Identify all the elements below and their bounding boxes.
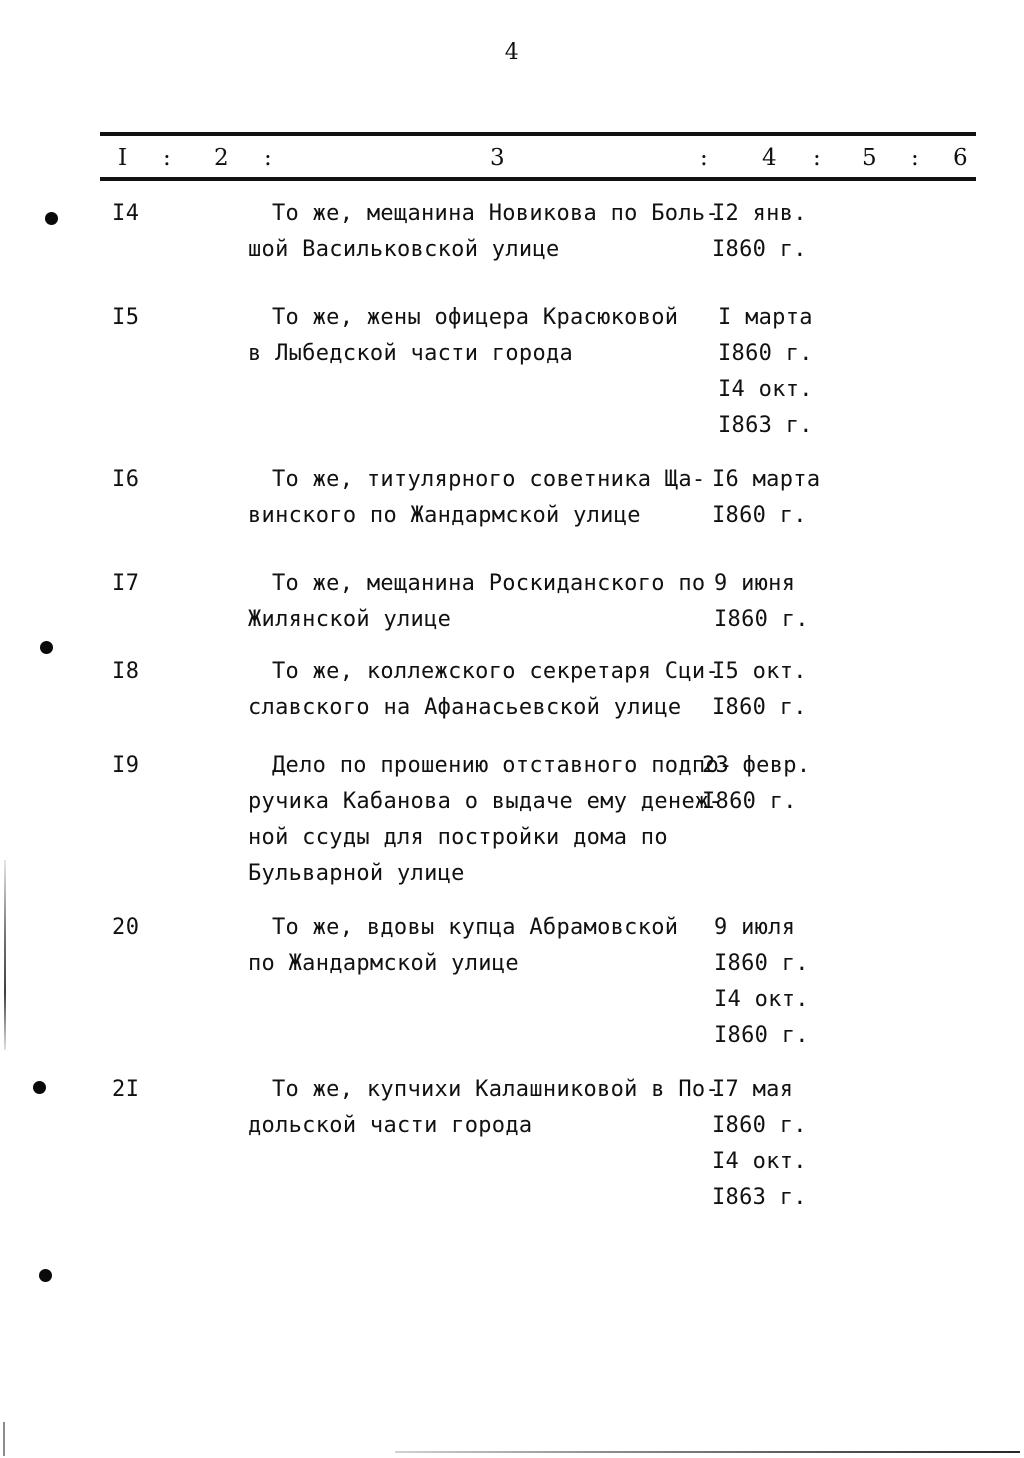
row-description-line: Жилянской улице: [248, 607, 452, 632]
row-description-line: То же, купчихи Калашниковой в По-: [272, 1077, 719, 1102]
column-header-5: 5: [862, 145, 878, 171]
row-description-line: славского на Афанасьевской улице: [248, 695, 682, 720]
row-description: [248, 654, 719, 726]
row-description-line: То же, жены офицера Красюковой: [272, 305, 679, 330]
row-description-line: ручика Кабанова о выдаче ему денеж-: [248, 789, 723, 814]
row-number: I8: [112, 659, 140, 684]
row-description: [248, 566, 708, 638]
row-description-line: шой Васильковской улице: [248, 237, 560, 262]
row-number: I6: [112, 467, 140, 492]
row-date-line: 9 июня: [714, 571, 796, 596]
column-header-separator: :: [264, 145, 273, 171]
row-date: [712, 1072, 952, 1216]
column-header-separator: :: [700, 145, 709, 171]
row-number: I7: [112, 571, 140, 596]
row-date-line: I863 г.: [712, 1185, 807, 1210]
row-date-line: I860 г.: [712, 695, 807, 720]
row-description-line: в Лыбедской части города: [248, 341, 574, 366]
row-date-line: I860 г.: [714, 607, 809, 632]
column-header-4: 4: [762, 145, 778, 171]
row-description-line: То же, мещанина Новикова по Боль-: [272, 201, 719, 226]
row-date: [714, 910, 954, 1054]
scan-edge-artifact-left: [4, 860, 6, 1050]
column-header-I: I: [118, 145, 128, 171]
row-date: [714, 566, 954, 638]
row-date-line: I5 окт.: [712, 659, 807, 684]
column-header-separator: :: [813, 145, 822, 171]
scan-edge-artifact-left-lower: [3, 1422, 5, 1456]
row-date-line: I860 г.: [714, 951, 809, 976]
row-description-line: То же, мещанина Роскиданского по: [272, 571, 706, 596]
row-number: 2I: [112, 1077, 140, 1102]
row-date-line: I860 г.: [714, 1023, 809, 1048]
row-date-line: I4 окт.: [712, 1149, 807, 1174]
row-date-line: I860 г.: [712, 1113, 807, 1138]
column-header-separator: :: [911, 145, 920, 171]
row-description-line: То же, титулярного советника Ща-: [272, 467, 706, 492]
row-description: [248, 196, 719, 268]
row-date-line: I860 г.: [712, 237, 807, 262]
row-date-line: I863 г.: [718, 413, 813, 438]
row-date: [702, 748, 942, 820]
row-description: [248, 748, 733, 892]
row-description-line: дольской части города: [248, 1113, 533, 1138]
row-number: I5: [112, 305, 140, 330]
row-date-line: I6 марта: [712, 467, 821, 492]
row-date-line: 9 июля: [714, 915, 796, 940]
row-description-line: Дело по прошению отставного подпо-: [272, 753, 733, 778]
table-top-rule: [100, 132, 976, 136]
row-date-line: I860 г.: [712, 503, 807, 528]
column-header-2: 2: [214, 145, 230, 171]
row-date-line: I7 мая: [712, 1077, 794, 1102]
row-date: [718, 300, 958, 444]
row-date: [712, 462, 952, 534]
row-description: [248, 462, 708, 534]
row-date: [712, 654, 952, 726]
row-description: [248, 910, 708, 982]
row-description: [248, 300, 708, 372]
column-header-6: 6: [953, 145, 969, 171]
row-date-line: I860 г.: [718, 341, 813, 366]
row-date-line: I4 окт.: [718, 377, 813, 402]
column-header-separator: :: [163, 145, 172, 171]
row-date-line: I4 окт.: [714, 987, 809, 1012]
row-description-line: винского по Жандармской улице: [248, 503, 641, 528]
row-description-line: То же, коллежского секретаря Сци-: [272, 659, 719, 684]
row-date: [712, 196, 952, 268]
row-description-line: по Жандармской улице: [248, 951, 519, 976]
row-description: [248, 1072, 719, 1144]
margin-mark-dot: [40, 641, 53, 654]
margin-mark-dot: [33, 1081, 46, 1094]
column-header-3: 3: [490, 145, 506, 171]
table-header-bottom-rule: [100, 177, 976, 181]
row-description-line: То же, вдовы купца Абрамовской: [272, 915, 679, 940]
scan-edge-artifact-bottom: [395, 1451, 1020, 1453]
row-date-line: I марта: [718, 305, 813, 330]
page-number: 4: [504, 40, 520, 65]
margin-mark-dot: [45, 212, 58, 225]
row-description-line: Бульварной улице: [248, 861, 465, 886]
row-number: I4: [112, 201, 140, 226]
row-number: 20: [112, 915, 140, 940]
margin-mark-dot: [39, 1269, 52, 1282]
row-date-line: I2 янв.: [712, 201, 807, 226]
row-description-line: ной ссуды для постройки дома по: [248, 825, 668, 850]
row-date-line: 23 февр.: [702, 753, 811, 778]
row-date-line: I860 г.: [702, 789, 797, 814]
row-number: I9: [112, 753, 140, 778]
